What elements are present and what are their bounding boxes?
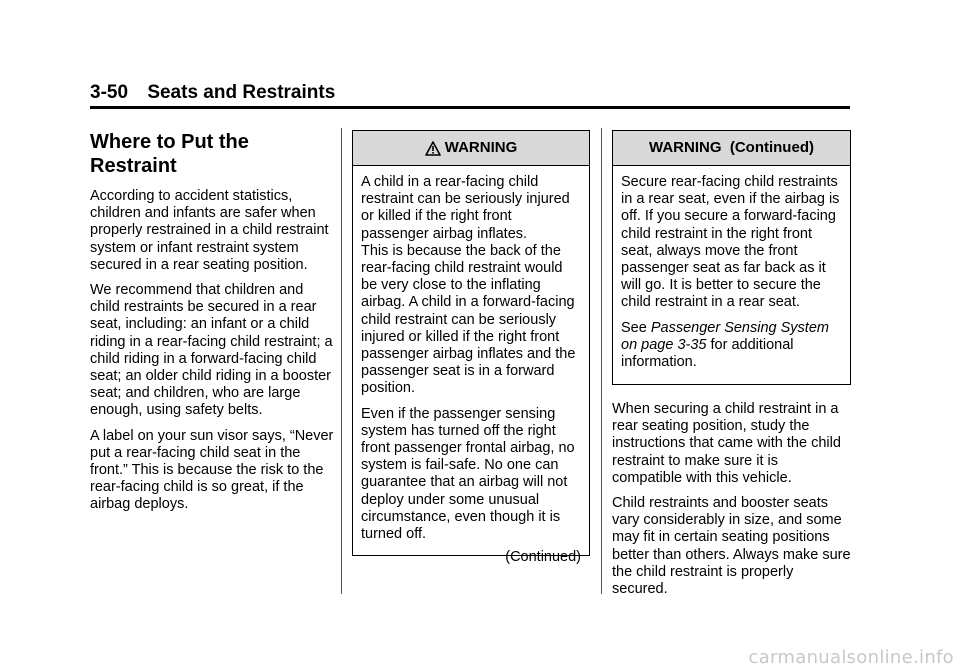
paragraph: We recommend that children and child restraints be secured in a rear seat, including: an infant or a child riding in a rear-facing child restraint; a child riding in a forward-facing child seat; an older child riding in a booster seat; and children, who are large enough, using safety belts. [90, 282, 333, 419]
cross-reference-link[interactable]: Passenger Sensing System on page 3-35 [621, 319, 829, 353]
left-column [90, 128, 336, 522]
warning-continued-title: WARNING (Continued) [649, 139, 814, 157]
watermark: carmanualsonline.info [748, 647, 954, 668]
page-number: 3-50 [90, 82, 129, 103]
paragraph: A label on your sun visor says, “Never put a rear-facing child seat in the front.” This is because the risk to the rear-facing child is so great, if the airbag deploys. [90, 427, 334, 513]
paragraph: Even if the passenger sensing system has turned off the right front passenger frontal airbag, no system is fail-safe. No one can guarantee that an airbag will not deploy under some unusual circumstance, even though it is turned off. [361, 405, 575, 543]
warning-header [353, 131, 589, 166]
warning-triangle-icon [425, 141, 441, 156]
paragraph: A child in a rear-facing child restraint can be seriously injured or killed if the right front passenger airbag inflates. [361, 174, 570, 242]
right-column [612, 401, 852, 606]
column-divider [601, 128, 602, 594]
warning-box [352, 130, 590, 566]
cross-reference-paragraph [621, 320, 842, 372]
column-divider [341, 128, 342, 594]
paragraph: Secure rear-facing child restraints in a rear seat, even if the airbag is off. If you secure a forward-facing child restraint in the right front seat, always move the front passenger seat as far back as it will go. It is better to secure the child restraint in a rear seat. [621, 174, 840, 311]
paragraph: When securing a child restraint in a rear seating position, study the instructions that came with the child restraint to make sure it is compatible with this vehicle. [612, 401, 841, 486]
warning-continued-body [613, 166, 850, 385]
warning-body [353, 166, 589, 572]
section-heading: Where to Put the Restraint [90, 131, 249, 177]
warning-continued-header [613, 131, 850, 166]
paragraph: Child restraints and booster seats vary considerably in size, and some may fit in certain seating positions better than others. Always make sure the child restraint is properly secured. [612, 495, 851, 598]
paragraph: According to accident statistics, children and infants are safer when properly restrained in a child restraint system or infant restraint system secured in a rear seating position. [90, 188, 329, 273]
paragraph: This is because the back of the rear-facing child restraint would be very close to the inflating airbag. A child in a forward-facing child restraint can be seriously injured or killed if the right front passenger airbag inflates and the passenger seat is in a forward position. [361, 242, 576, 397]
page-header [90, 82, 850, 109]
continued-label: (Continued) [505, 549, 581, 566]
warning-title: WARNING [444, 139, 518, 157]
see-prefix: See [621, 319, 651, 336]
warning-continued-box [612, 130, 851, 385]
section-title: Seats and Restraints [147, 82, 336, 103]
see-suffix: for additional information. [621, 336, 794, 371]
